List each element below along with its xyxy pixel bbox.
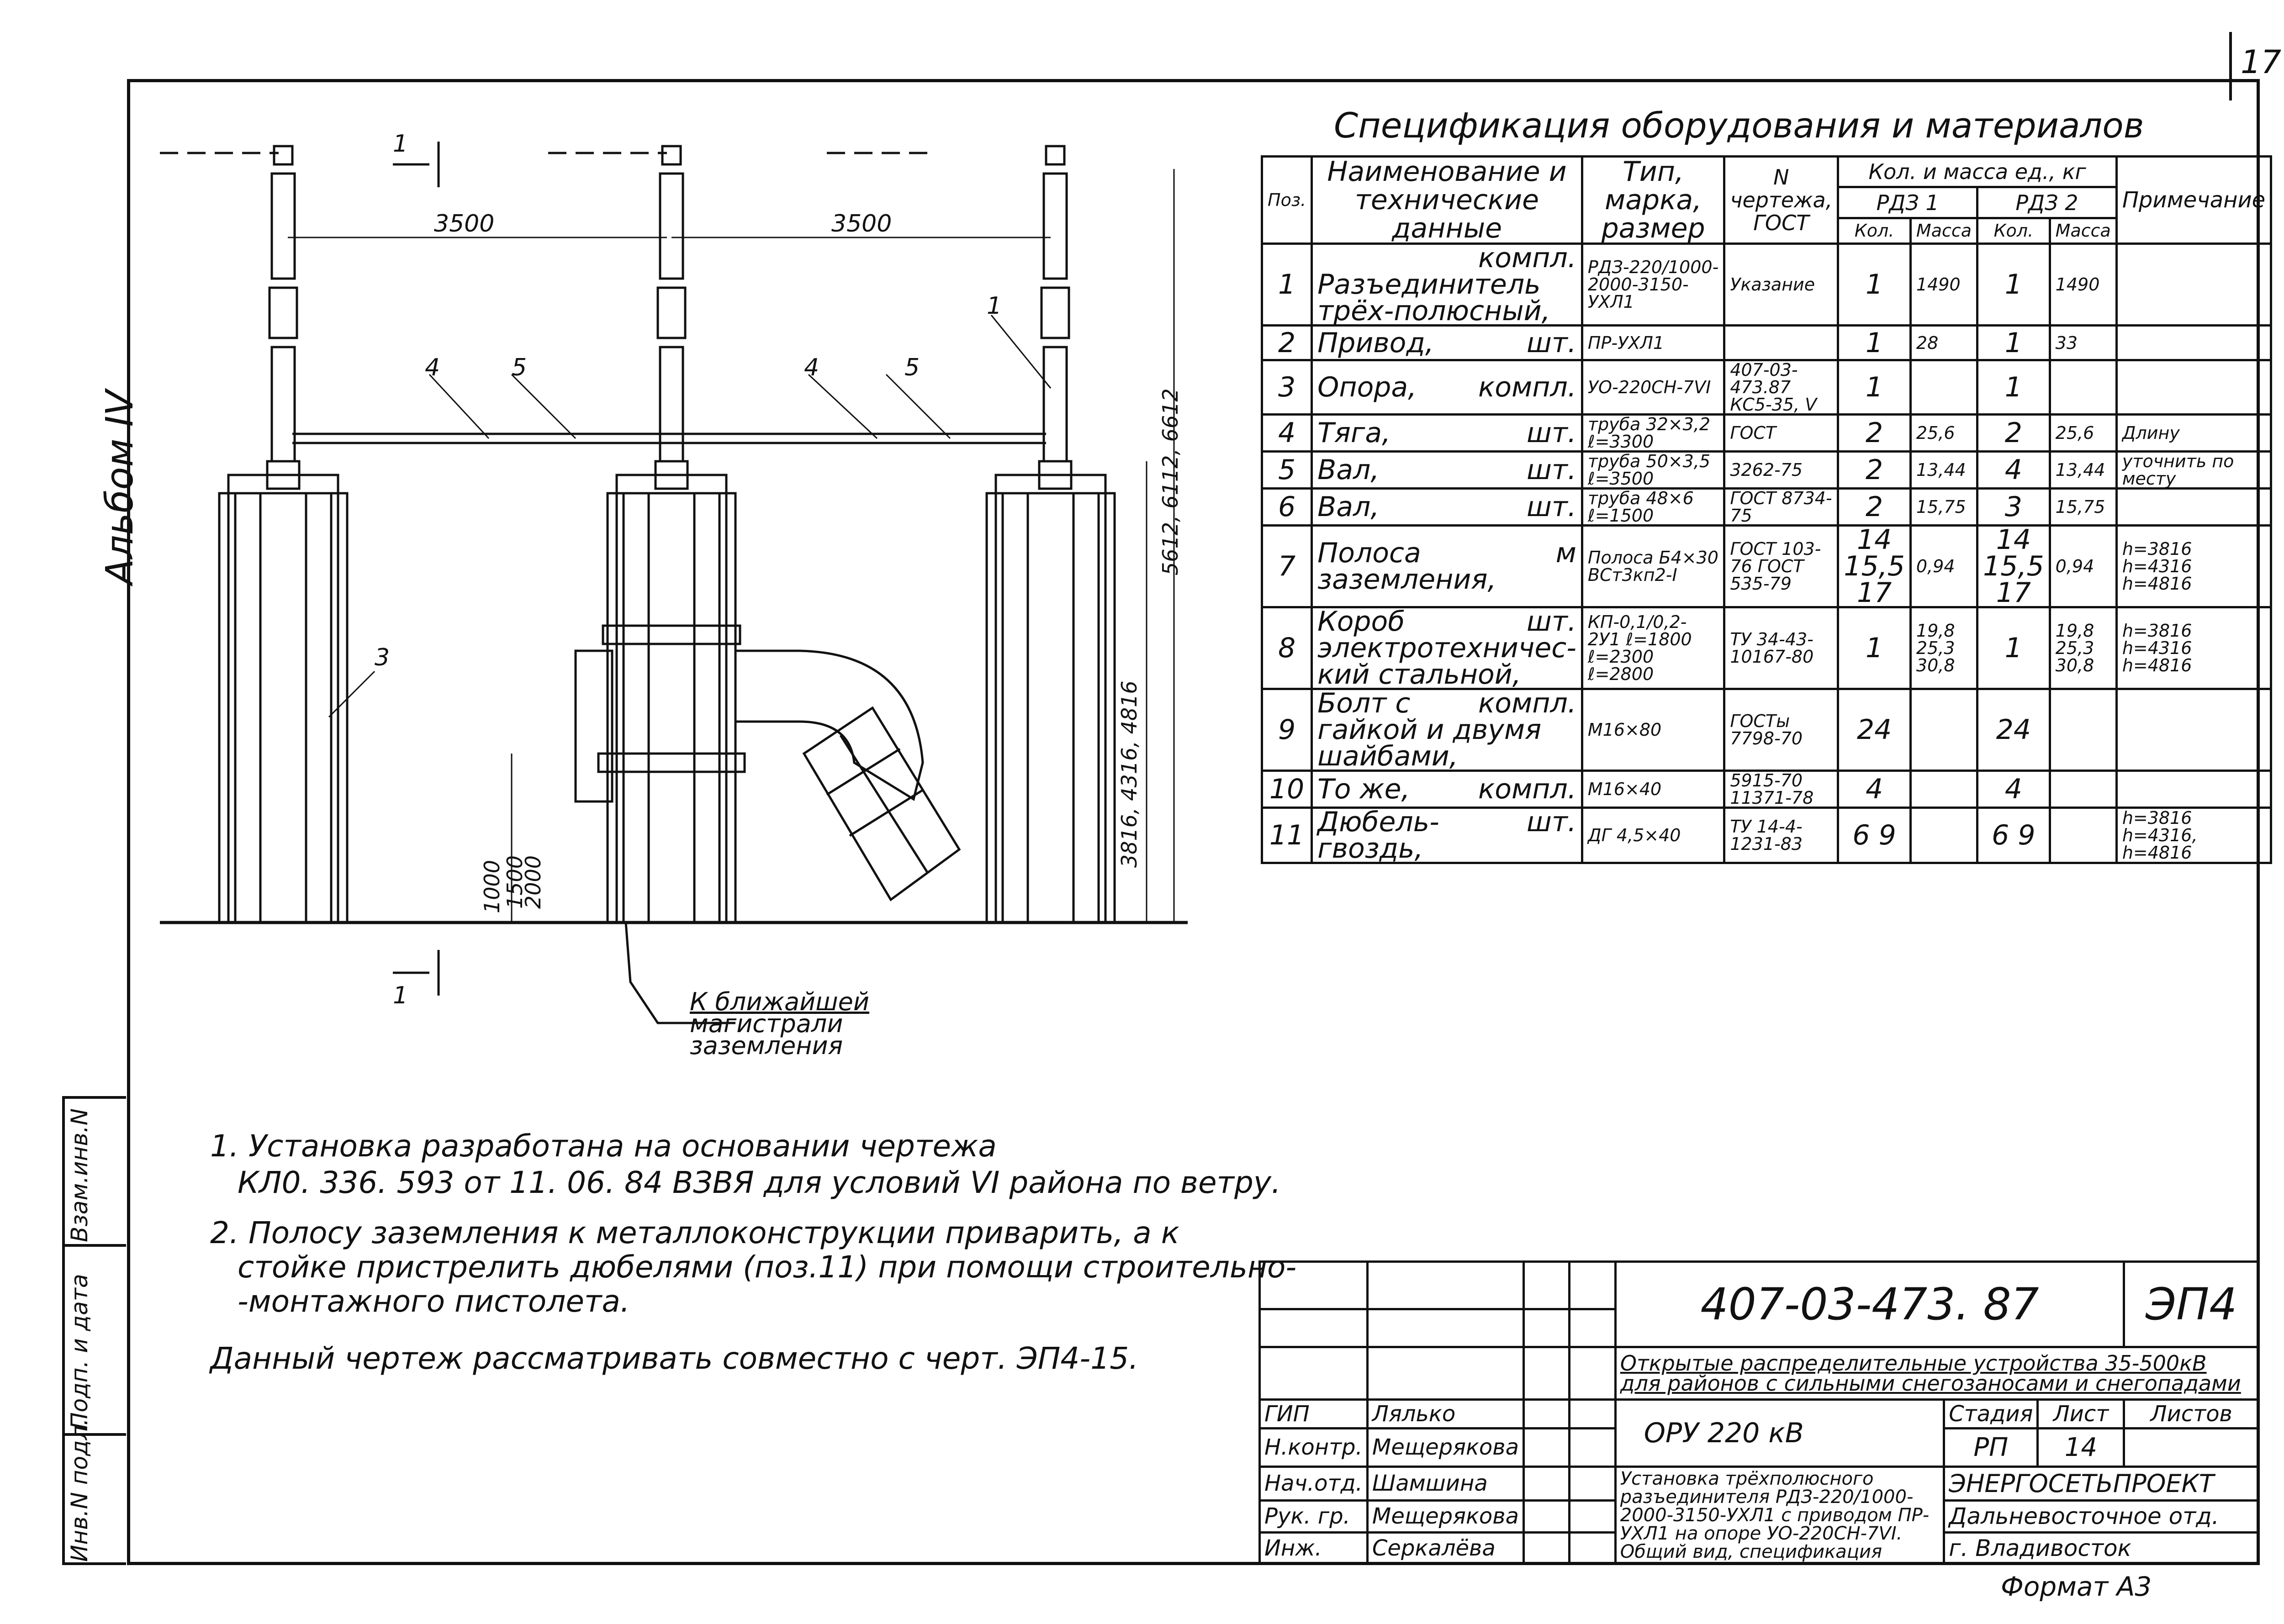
spec-cell-m2 — [2050, 360, 2116, 415]
spec-cell-m2: 19,8 25,3 30,8 — [2050, 607, 2116, 689]
spec-cell-name: шт. Дюбель-гвоздь, — [1312, 808, 1582, 863]
spec-cell-pos: 7 — [1262, 526, 1312, 607]
spec-cell-k2: 1 — [1977, 326, 2050, 360]
ground-label-line: К ближайшей — [690, 987, 869, 1016]
spec-cell-k1: 2 — [1838, 489, 1911, 526]
callout: 5 — [512, 354, 527, 381]
spec-cell-gost: ГОСТы 7798-70 — [1724, 689, 1838, 771]
spec-cell-note: уточнить по месту — [2116, 452, 2271, 489]
spec-cell-name: шт. Вал, — [1312, 489, 1582, 526]
note-line: стойке пристрелить дюбелями (поз.11) при помощи строительно- — [238, 1250, 1297, 1285]
spec-cell-note: h=3816 h=4316 h=4816 — [2116, 526, 2271, 607]
tb-stage-label: Стадия — [1944, 1399, 2038, 1428]
callout: 1 — [987, 292, 1002, 320]
spec-cell-k1: 2 — [1838, 415, 1911, 452]
tb-role: ГИП — [1260, 1399, 1368, 1428]
note-line: -монтажного пистолета. — [238, 1284, 630, 1319]
spec-cell-gost: 3262-75 — [1724, 452, 1838, 489]
spec-cell-m1: 19,8 25,3 30,8 — [1910, 607, 1977, 689]
spec-cell-type: М16×80 — [1582, 689, 1724, 771]
spec-cell-type: Полоса Б4×30 ВСт3кп2-I — [1582, 526, 1724, 607]
spec-cell-pos: 5 — [1262, 452, 1312, 489]
section-mark: 1 — [393, 982, 408, 1009]
spec-cell-m1: 1490 — [1910, 244, 1977, 326]
tb-stage: РП — [1944, 1429, 2038, 1466]
support-column-b — [576, 475, 745, 923]
spec-cell-k1: 1 — [1838, 360, 1911, 415]
spec-cell-note — [2116, 326, 2271, 360]
col-kol: Кол. — [1838, 218, 1911, 243]
spec-unit: шт. — [1526, 806, 1576, 838]
ground-label-line: магистрали — [690, 1009, 843, 1038]
tb-role: Н.контр. — [1260, 1429, 1368, 1466]
tb-person: Серкалёва — [1367, 1532, 1523, 1564]
support-column-c — [987, 475, 1115, 923]
spec-row — [1262, 244, 2271, 326]
spec-cell-m2 — [2050, 689, 2116, 771]
cable-box — [735, 651, 959, 900]
title-block — [1258, 1260, 2260, 1565]
spec-cell-pos: 10 — [1262, 771, 1312, 808]
project-title: Открытые распределительные устройства 35-500кВ для районов с сильными снегозаносами и снегопадами — [1615, 1347, 2258, 1399]
tb-sheets-label: Листов — [2124, 1399, 2259, 1428]
spec-cell-m1: 28 — [1910, 326, 1977, 360]
doc-code: ЭП4 — [2124, 1262, 2259, 1347]
spec-cell-k1: 14 15,5 17 — [1838, 526, 1911, 607]
tb-sheet-label: Лист — [2038, 1399, 2124, 1428]
spec-row — [1262, 808, 2271, 863]
spec-cell-k2: 14 15,5 17 — [1977, 526, 2050, 607]
tb-org: ЭНЕРГОСЕТЬПРОЕКТ — [1944, 1466, 2259, 1501]
spec-cell-name: компл. Разъединитель трёх-полюсный, — [1312, 244, 1582, 326]
spec-cell-pos: 2 — [1262, 326, 1312, 360]
tb-person: Мещерякова — [1367, 1501, 1523, 1532]
spec-cell-m1: 13,44 — [1910, 452, 1977, 489]
spec-row — [1262, 452, 2271, 489]
spec-cell-k1: 1 — [1838, 326, 1911, 360]
spec-cell-type: труба 50×3,5 ℓ=3500 — [1582, 452, 1724, 489]
col-pos: Поз. — [1262, 157, 1312, 244]
spec-unit: шт. — [1526, 327, 1576, 359]
spec-row — [1262, 607, 2271, 689]
spec-unit: шт. — [1526, 491, 1576, 523]
spec-cell-name: шт. Короб электротехничес-кий стальной, — [1312, 607, 1582, 689]
spec-cell-k1: 2 — [1838, 452, 1911, 489]
spec-cell-m2: 25,6 — [2050, 415, 2116, 452]
tb-person: Мещерякова — [1367, 1429, 1523, 1466]
spec-cell-gost — [1724, 326, 1838, 360]
spec-cell-type: ПР-УХЛ1 — [1582, 326, 1724, 360]
tb-role: Нач.отд. — [1260, 1466, 1368, 1501]
spec-cell-k1: 24 — [1838, 689, 1911, 771]
spec-cell-k2: 3 — [1977, 489, 2050, 526]
spec-cell-k1: 6 9 — [1838, 808, 1911, 863]
tb-object: ОРУ 220 кВ — [1615, 1399, 1944, 1466]
col-gost: N чертежа, ГОСТ — [1724, 157, 1838, 244]
tb-signature — [1524, 1399, 1570, 1428]
col-qty-mass: Кол. и масса ед., кг — [1838, 157, 2117, 187]
callout: 4 — [804, 354, 819, 381]
spec-cell-type: труба 32×3,2 ℓ=3300 — [1582, 415, 1724, 452]
col-type: Тип, марка, размер — [1582, 157, 1724, 244]
spec-cell-k1: 1 — [1838, 244, 1911, 326]
dim-left: 2000 — [521, 855, 545, 909]
spec-unit: компл. — [1478, 687, 1576, 719]
spec-cell-m2 — [2050, 808, 2116, 863]
spec-unit: шт. — [1526, 606, 1576, 638]
album-label: Альбом IV — [98, 390, 142, 585]
spec-cell-gost: Указание — [1724, 244, 1838, 326]
col-name: Наименование и технические данные — [1312, 157, 1582, 244]
stamp-label: Инв.N подл. — [66, 1418, 93, 1562]
spec-cell-k2: 4 — [1977, 452, 2050, 489]
spec-cell-m2: 0,94 — [2050, 526, 2116, 607]
spec-cell-k2: 1 — [1977, 607, 2050, 689]
spec-cell-name: шт. Привод, — [1312, 326, 1582, 360]
spec-cell-name: компл. Опора, — [1312, 360, 1582, 415]
spec-cell-gost: ГОСТ 103-76 ГОСТ 535-79 — [1724, 526, 1838, 607]
phase-b-insulator — [656, 146, 687, 489]
spec-cell-note — [2116, 771, 2271, 808]
spec-row — [1262, 360, 2271, 415]
col-rd2: РДЗ 2 — [1977, 187, 2117, 218]
spec-table — [1261, 155, 2272, 864]
spec-cell-pos: 1 — [1262, 244, 1312, 326]
spec-cell-gost: 5915-70 11371-78 — [1724, 771, 1838, 808]
note-line: КЛ0. 336. 593 от 11. 06. 84 ВЗВЯ для условий VI района по ветру. — [238, 1165, 1281, 1200]
doc-number: 407-03-473. 87 — [1615, 1262, 2124, 1347]
tb-signature — [1524, 1532, 1570, 1564]
tb-org-branch: Дальневосточное отд. — [1944, 1501, 2259, 1532]
note-line: 1. Установка разработана на основании чертежа — [210, 1128, 997, 1164]
spec-row — [1262, 526, 2271, 607]
spec-cell-k2: 2 — [1977, 415, 2050, 452]
spec-cell-name: компл. Болт с гайкой и двумя шайбами, — [1312, 689, 1582, 771]
spec-cell-m1: 25,6 — [1910, 415, 1977, 452]
col-kol: Кол. — [1977, 218, 2050, 243]
spec-cell-m2 — [2050, 771, 2116, 808]
spec-title: Спецификация оборудования и материалов — [1334, 105, 2144, 146]
spec-cell-gost: ТУ 14-4-1231-83 — [1724, 808, 1838, 863]
tb-signature — [1524, 1429, 1570, 1466]
tb-sheet: 14 — [2038, 1429, 2124, 1466]
spec-unit: шт. — [1526, 454, 1576, 486]
stamp-label: Взам.инв.N — [66, 1108, 93, 1242]
note-extra: Данный чертеж рассматривать совместно с черт. ЭП4-15. — [210, 1341, 1139, 1376]
spec-cell-gost: ГОСТ 8734-75 — [1724, 489, 1838, 526]
tb-person: Шамшина — [1367, 1466, 1523, 1501]
spec-cell-type: ДГ 4,5×40 — [1582, 808, 1724, 863]
spec-cell-m1 — [1910, 808, 1977, 863]
elevation-drawing — [137, 114, 1233, 1119]
spec-row — [1262, 689, 2271, 771]
spec-cell-pos: 8 — [1262, 607, 1312, 689]
spec-cell-type: РДЗ-220/1000-2000-3150-УХЛ1 — [1582, 244, 1724, 326]
spec-cell-name: шт. Вал, — [1312, 452, 1582, 489]
ground-label-line: заземления — [690, 1031, 843, 1060]
stamp-label: Подп. и дата — [66, 1274, 93, 1429]
spec-cell-pos: 9 — [1262, 689, 1312, 771]
spec-row — [1262, 771, 2271, 808]
spec-row — [1262, 489, 2271, 526]
col-rd1: РДЗ 1 — [1838, 187, 1977, 218]
spec-cell-k1: 4 — [1838, 771, 1911, 808]
spec-cell-name: шт. Тяга, — [1312, 415, 1582, 452]
spec-cell-type: КП-0,1/0,2-2У1 ℓ=1800 ℓ=2300 ℓ=2800 — [1582, 607, 1724, 689]
spec-cell-gost: ГОСТ — [1724, 415, 1838, 452]
spec-cell-m1 — [1910, 771, 1977, 808]
note-line: 2. Полосу заземления к металлоконструкции приварить, а к — [210, 1215, 1179, 1250]
col-note: Примечание — [2116, 157, 2271, 244]
tb-description: Установка трёхполюсного разъединителя РДЗ-220/1000-2000-3150-УХЛ1 с приводом ПР-УХЛ1 на опоре УО-220СН-7VI. Общий вид, спецификация — [1615, 1466, 1944, 1564]
spec-unit: шт. — [1526, 417, 1576, 449]
phase-a-insulator — [267, 146, 299, 489]
spec-cell-note: Длину — [2116, 415, 2271, 452]
spec-cell-name: м Полоса заземления, — [1312, 526, 1582, 607]
format-label: Формат А3 — [2001, 1571, 2152, 1602]
tb-signature — [1524, 1501, 1570, 1532]
spec-cell-note — [2116, 689, 2271, 771]
dim-top: 3500 — [434, 210, 495, 237]
spec-cell-type: УО-220СН-7VI — [1582, 360, 1724, 415]
spec-unit: компл. — [1478, 371, 1576, 403]
dim-right: 5612, 6112, 6612 — [1158, 388, 1183, 575]
dim-left: 1000 — [480, 859, 504, 913]
dim-left: 1500 — [502, 855, 527, 909]
section-mark: 1 — [393, 130, 408, 158]
spec-cell-pos: 4 — [1262, 415, 1312, 452]
spec-cell-gost: 407-03-473.87 КС5-35, V — [1724, 360, 1838, 415]
support-column-a — [219, 475, 347, 923]
spec-cell-pos: 6 — [1262, 489, 1312, 526]
spec-cell-m1: 0,94 — [1910, 526, 1977, 607]
spec-cell-m1 — [1910, 360, 1977, 415]
spec-cell-type: труба 48×6 ℓ=1500 — [1582, 489, 1724, 526]
tb-person: Лялько — [1367, 1399, 1523, 1428]
spec-cell-note — [2116, 244, 2271, 326]
spec-cell-gost: ТУ 34-43-10167-80 — [1724, 607, 1838, 689]
title-block-table — [1258, 1260, 2260, 1565]
callout: 3 — [375, 644, 390, 671]
spec-cell-k1: 1 — [1838, 607, 1911, 689]
spec-cell-pos: 11 — [1262, 808, 1312, 863]
spec-cell-m2: 1490 — [2050, 244, 2116, 326]
spec-cell-m2: 13,44 — [2050, 452, 2116, 489]
col-massa: Масса — [1910, 218, 1977, 243]
phase-c-insulator — [1039, 146, 1071, 489]
spec-cell-k2: 6 9 — [1977, 808, 2050, 863]
dim-right2: 3816, 4316, 4816 — [1117, 680, 1142, 868]
spec-cell-k2: 24 — [1977, 689, 2050, 771]
spec-cell-m2: 15,75 — [2050, 489, 2116, 526]
spec-row — [1262, 326, 2271, 360]
spec-cell-note: h=3816 h=4316, h=4816 — [2116, 808, 2271, 863]
spec-cell-m1 — [1910, 689, 1977, 771]
spec-cell-note — [2116, 360, 2271, 415]
tb-role: Инж. — [1260, 1532, 1368, 1564]
tb-org-city: г. Владивосток — [1944, 1532, 2259, 1564]
col-massa: Масса — [2050, 218, 2116, 243]
spec-unit: компл. — [1478, 773, 1576, 805]
spec-cell-note — [2116, 489, 2271, 526]
spec-cell-name: компл. То же, — [1312, 771, 1582, 808]
spec-cell-pos: 3 — [1262, 360, 1312, 415]
dim-top: 3500 — [831, 210, 892, 237]
tb-role: Рук. гр. — [1260, 1501, 1368, 1532]
spec-body — [1262, 244, 2271, 863]
spec-cell-m1: 15,75 — [1910, 489, 1977, 526]
spec-unit: м — [1555, 537, 1576, 569]
spec-cell-k2: 1 — [1977, 244, 2050, 326]
spec-unit: компл. — [1478, 242, 1576, 274]
spec-row — [1262, 415, 2271, 452]
spec-cell-type: М16×40 — [1582, 771, 1724, 808]
spec-cell-m2: 33 — [2050, 326, 2116, 360]
page-number: 17 — [2241, 43, 2282, 81]
callout: 4 — [425, 354, 440, 381]
spec-cell-note: h=3816 h=4316 h=4816 — [2116, 607, 2271, 689]
callout: 5 — [904, 354, 920, 381]
tb-sheets — [2124, 1429, 2259, 1466]
spec-cell-k2: 1 — [1977, 360, 2050, 415]
ground-label — [690, 987, 869, 1060]
tb-signature — [1524, 1466, 1570, 1501]
spec-cell-k2: 4 — [1977, 771, 2050, 808]
